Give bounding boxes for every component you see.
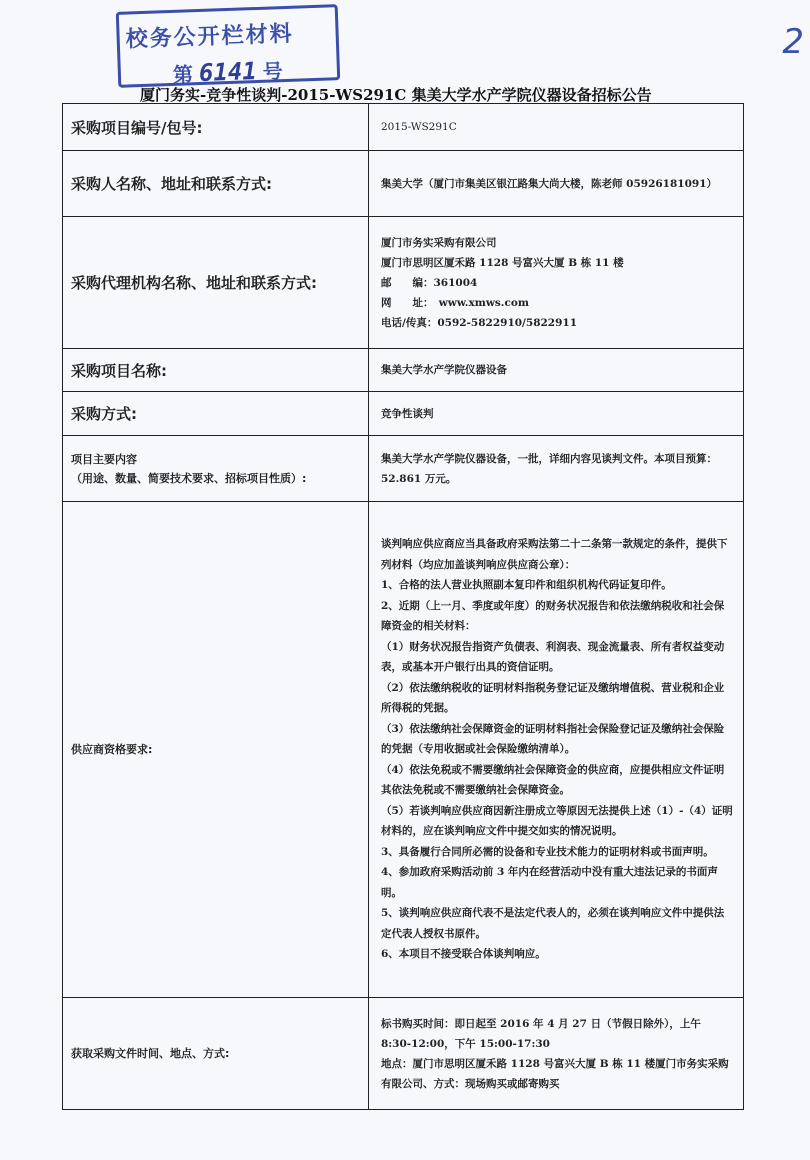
obtain-time: 标书购买时间：即日起至 2016 年 4 月 27 日（节假日除外），上午 8:30-12:00，下午 15:00-17:30 — [381, 1017, 701, 1050]
agency-label: 采购代理机构名称、地址和联系方式: — [63, 217, 369, 349]
agency-address: 厦门市思明区厦禾路 1128 号富兴大厦 B 栋 11 楼 — [381, 256, 624, 269]
content-label-line2: （用途、数量、简要技术要求、招标项目性质）: — [71, 471, 307, 485]
qualification-item: （4）依法免税或不需要缴纳社会保障资金的供应商，应提供相应文件证明其依法免税或不需要缴纳社会保障资金。 — [381, 763, 725, 797]
project-no-value: 2015-WS291C — [369, 104, 744, 151]
qualification-item: （1）财务状况报告指资产负债表、利润表、现金流量表、所有者权益变动表，或基本开户银行出具的资信证明。 — [381, 640, 725, 674]
project-name-label: 采购项目名称: — [63, 349, 369, 392]
agency-postcode: 邮 编：361004 — [381, 276, 478, 289]
page-number: 2 — [782, 22, 804, 62]
table-row — [63, 349, 744, 392]
project-no-label: 采购项目编号/包号: — [63, 104, 369, 151]
qualification-label: 供应商资格要求: — [63, 502, 369, 998]
stamp-prefix: 第 — [172, 62, 194, 87]
table-row — [63, 151, 744, 217]
qualification-item: （2）依法缴纳税收的证明材料指税务登记证及缴纳增值税、营业税和企业所得税的凭据。 — [381, 681, 725, 715]
obtain-label: 获取采购文件时间、地点、方式: — [63, 998, 369, 1110]
project-name-value: 集美大学水产学院仪器设备 — [369, 349, 744, 392]
qualification-item: 2、近期（上一月、季度或年度）的财务状况报告和依法缴纳税收和社会保障资金的相关材料： — [381, 599, 725, 633]
content-value: 集美大学水产学院仪器设备，一批，详细内容见谈判文件。本项目预算：52.861 万元。 — [369, 436, 744, 502]
table-row — [63, 104, 744, 151]
obtain-value — [369, 998, 744, 1110]
agency-value — [369, 217, 744, 349]
agency-name: 厦门市务实采购有限公司 — [381, 236, 497, 249]
qualification-item: （5）若谈判响应供应商因新注册成立等原因无法提供上述（1）-（4）证明材料的，应在谈判响应文件中提交如实的情况说明。 — [381, 804, 733, 838]
stamp-text: 校务公开栏材料 — [125, 21, 295, 53]
method-value: 竞争性谈判 — [369, 392, 744, 436]
purchaser-value: 集美大学（厦门市集美区银江路集大尚大楼，陈老师 05926181091） — [369, 151, 744, 217]
purchaser-label: 采购人名称、地址和联系方式: — [63, 151, 369, 217]
method-label: 采购方式: — [63, 392, 369, 436]
content-label-line1: 项目主要内容 — [71, 452, 137, 466]
qualification-item: 3、具备履行合同所必需的设备和专业技术能力的证明材料或书面声明。 — [381, 845, 714, 858]
announcement-table — [62, 103, 744, 1110]
qualification-item: 6、本项目不接受联合体谈判响应。 — [381, 948, 546, 961]
table-row — [63, 392, 744, 436]
qualification-item: 5、谈判响应供应商代表不是法定代表人的，必须在谈判响应文件中提供法定代表人授权书原件。 — [381, 907, 725, 940]
agency-website: 网 址： www.xmws.com — [381, 296, 529, 309]
content-label — [63, 436, 369, 502]
archive-stamp — [116, 4, 341, 88]
qualification-item: 谈判响应供应商应当具备政府采购法第二十二条第一款规定的条件，提供下列材料（均应加盖谈判响应供应商公章）： — [381, 538, 728, 571]
table-row — [63, 502, 744, 998]
stamp-suffix: 号 — [262, 59, 284, 84]
qualification-value — [369, 502, 744, 998]
obtain-place: 地点：厦门市思明区厦禾路 1128 号富兴大厦 B 栋 11 楼厦门市务实采购有限公司、方式：现场购买或邮寄购买 — [381, 1057, 729, 1090]
qualification-item: （3）依法缴纳社会保障资金的证明材料指社会保险登记证及缴纳社会保险的凭据（专用收据或社会保险缴纳清单）。 — [381, 722, 725, 756]
agency-phone: 电话/传真：0592-5822910/5822911 — [381, 316, 578, 329]
stamp-number-line — [172, 55, 283, 88]
qualification-item: 1、合格的法人营业执照副本复印件和组织机构代码证复印件。 — [381, 579, 672, 592]
table-row — [63, 217, 744, 349]
document-title: 厦门务实-竞争性谈判-2015-WS291C 集美大学水产学院仪器设备招标公告 — [140, 86, 652, 104]
table-row — [63, 436, 744, 502]
stamp-number: 6141 — [198, 57, 258, 88]
table-row — [63, 998, 744, 1110]
qualification-item: 4、参加政府采购活动前 3 年内在经营活动中没有重大违法记录的书面声明。 — [381, 866, 718, 899]
